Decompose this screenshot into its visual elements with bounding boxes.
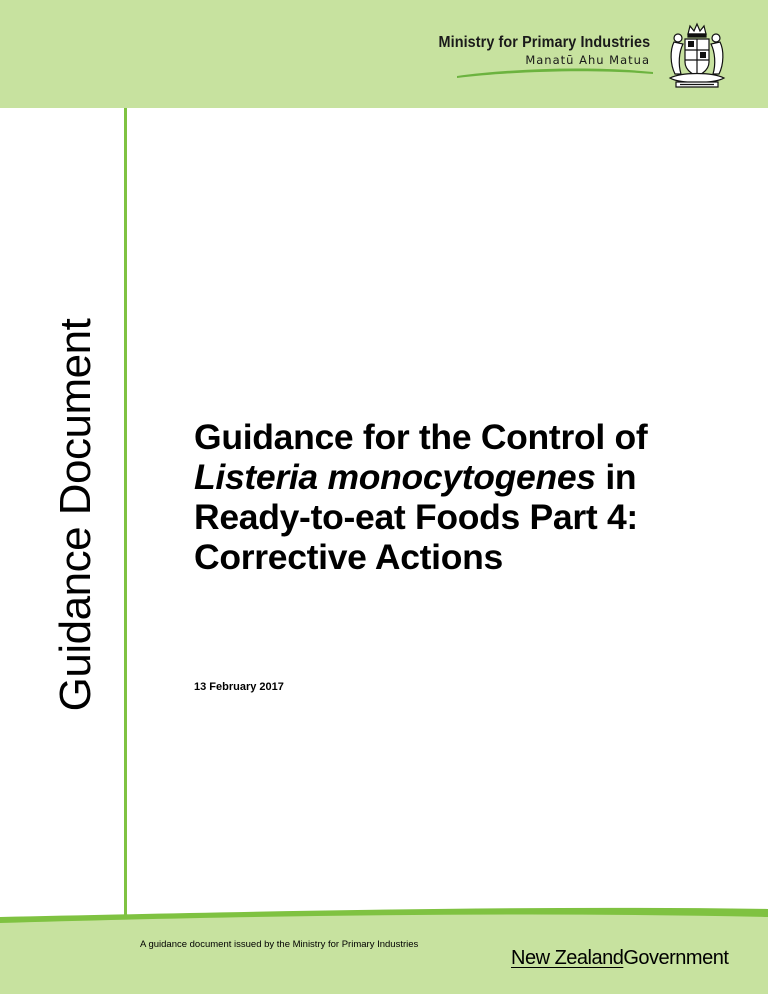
title-species-italic: Listeria monocytogenes [194,457,596,497]
vertical-green-rule [124,108,127,923]
nz-government-logo-part2: Government [623,947,729,969]
header-band [0,0,768,108]
ministry-logo-text [415,34,650,67]
document-title [194,417,754,577]
ministry-name-maori: Manatū Ahu Matua [525,53,650,67]
logo-swoosh-icon [455,66,655,80]
title-line-1: Guidance for the Control of [194,417,648,457]
title-line-3: Ready-to-eat Foods Part 4: [194,497,638,537]
title-line-2 [194,457,754,497]
nz-coat-of-arms-icon [664,20,730,96]
side-label: Guidance Document [51,318,100,712]
nz-government-logo [511,947,728,970]
ministry-name: Ministry for Primary Industries [438,34,650,51]
document-date: 13 February 2017 [194,681,284,693]
nz-government-logo-part1: New Zealand [511,947,624,969]
issued-by-text: A guidance document issued by the Ministry for Primary Industries [140,939,419,950]
title-line-4: Corrective Actions [194,537,503,577]
title-line-2-rest: in [595,457,637,497]
